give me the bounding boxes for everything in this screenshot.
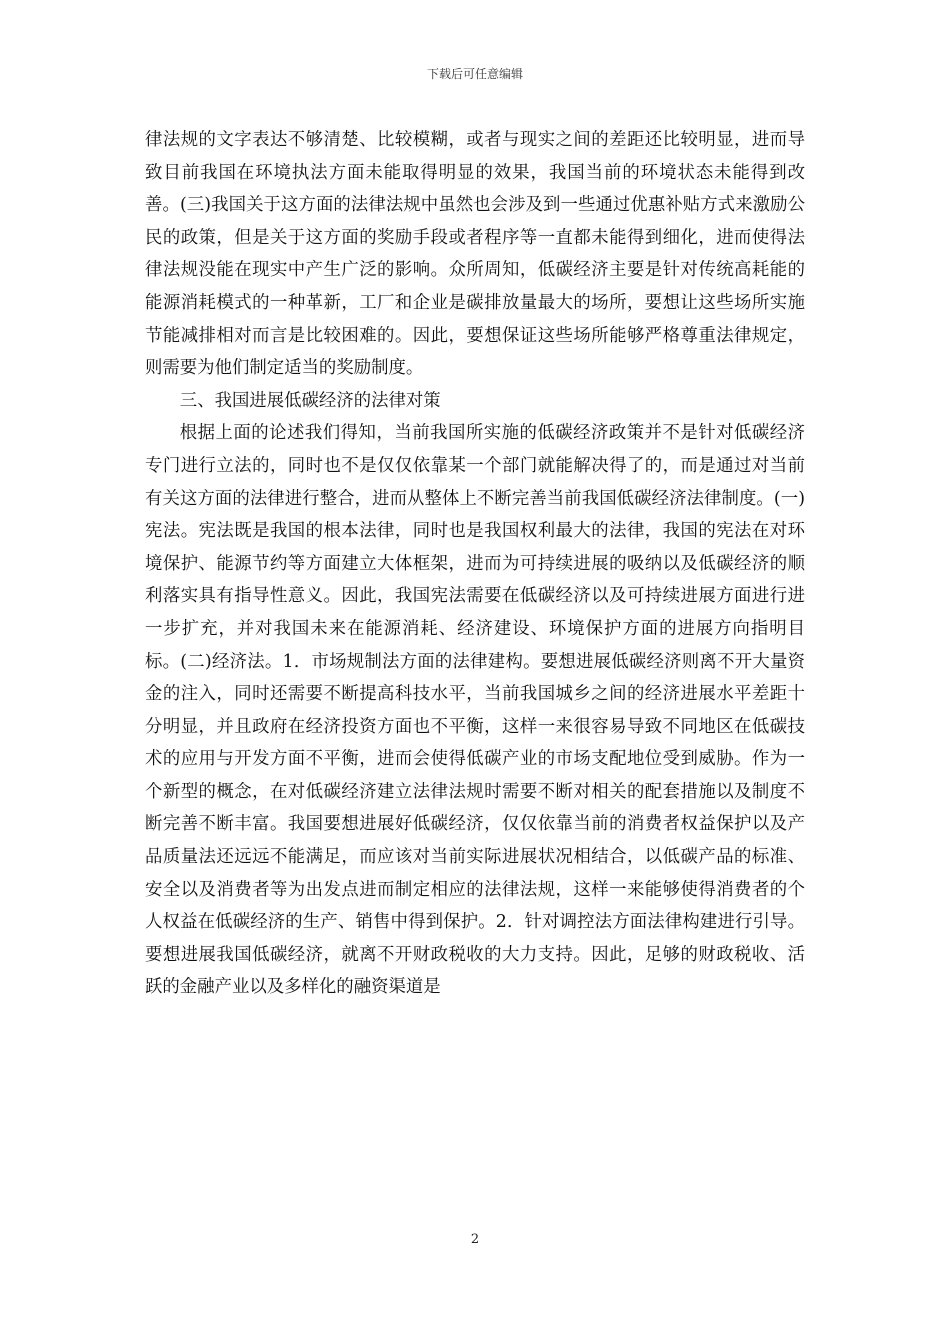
- section-heading: 三、我国进展低碳经济的法律对策: [179, 390, 441, 411]
- paragraph-body: 根据上面的论述我们得知，当前我国所实施的低碳经济政策并不是针对低碳经济专门进行立法的，同时也不是仅仅依靠某一个部门就能解决得了的，而是通过对当前有关这方面的法律进行整合，进而从整体上不断完善当前我国低碳经济法律制度。(一)宪法。宪法既是我国的根本法律，同时也是我国权利最大的法律，我国的宪法在对环境保护、能源节约等方面建立大体框架，进而为可持续进展的吸纳以及低碳经济的顺利落实具有指导性意义。因此，我国宪法需要在低碳经济以及可持续进展方面进行进一步扩充，并对我国未来在能源消耗、经济建设、环境保护方面的进展方向指明目标。(二)经济法。1．市场规制法方面的法律建构。要想进展低碳经济则离不开大量资金的注入，同时还需要不断提高科技水平，当前我国城乡之间的经济进展水平差距十分明显，并且政府在经济投资方面也不平衡，这样一来很容易导致不同地区在低碳技术的应用与开发方面不平衡，进而会使得低碳产业的市场支配地位受到威胁。作为一个新型的概念，在对低碳经济建立法律法规时需要不断对相关的配套措施以及制度不断完善不断丰富。我国要想进展好低碳经济，仅仅依靠当前的消费者权益保护以及产品质量法还远远不能满足，而应该对当前实际进展状况相结合，以低碳产品的标准、安全以及消费者等为出发点进而制定相应的法律法规，这样一来能够使得消费者的个人权益在低碳经济的生产、销售中得到保护。2．针对调控法方面法律构建进行引导。要想进展我国低碳经济，就离不开财政税收的大力支持。因此，足够的财政税收、活跃的金融产业以及多样化的融资渠道是: [145, 423, 805, 998]
- paragraph-continuation: 律法规的文字表达不够清楚、比较模糊，或者与现实之间的差距还比较明显，进而导致目前我国在环境执法方面未能取得明显的效果，我国当前的环境状态未能得到改善。(三)我国关于这方面的法律法规中虽然也会涉及到一些通过优惠补贴方式来激励公民的政策，但是关于这方面的奖励手段或者程序等一直都未能得到细化，进而使得法律法规没能在现实中产生广泛的影响。众所周知，低碳经济主要是针对传统高耗能的能源消耗模式的一种革新，工厂和企业是碳排放量最大的场所，要想让这些场所实施节能减排相对而言是比较困难的。因此，要想保证这些场所能够严格尊重法律规定，则需要为他们制定适当的奖励制度。: [145, 130, 805, 379]
- document-body: [145, 124, 805, 1004]
- page-number: 2: [470, 1232, 480, 1247]
- page-header: 下载后可任意编辑: [426, 67, 523, 81]
